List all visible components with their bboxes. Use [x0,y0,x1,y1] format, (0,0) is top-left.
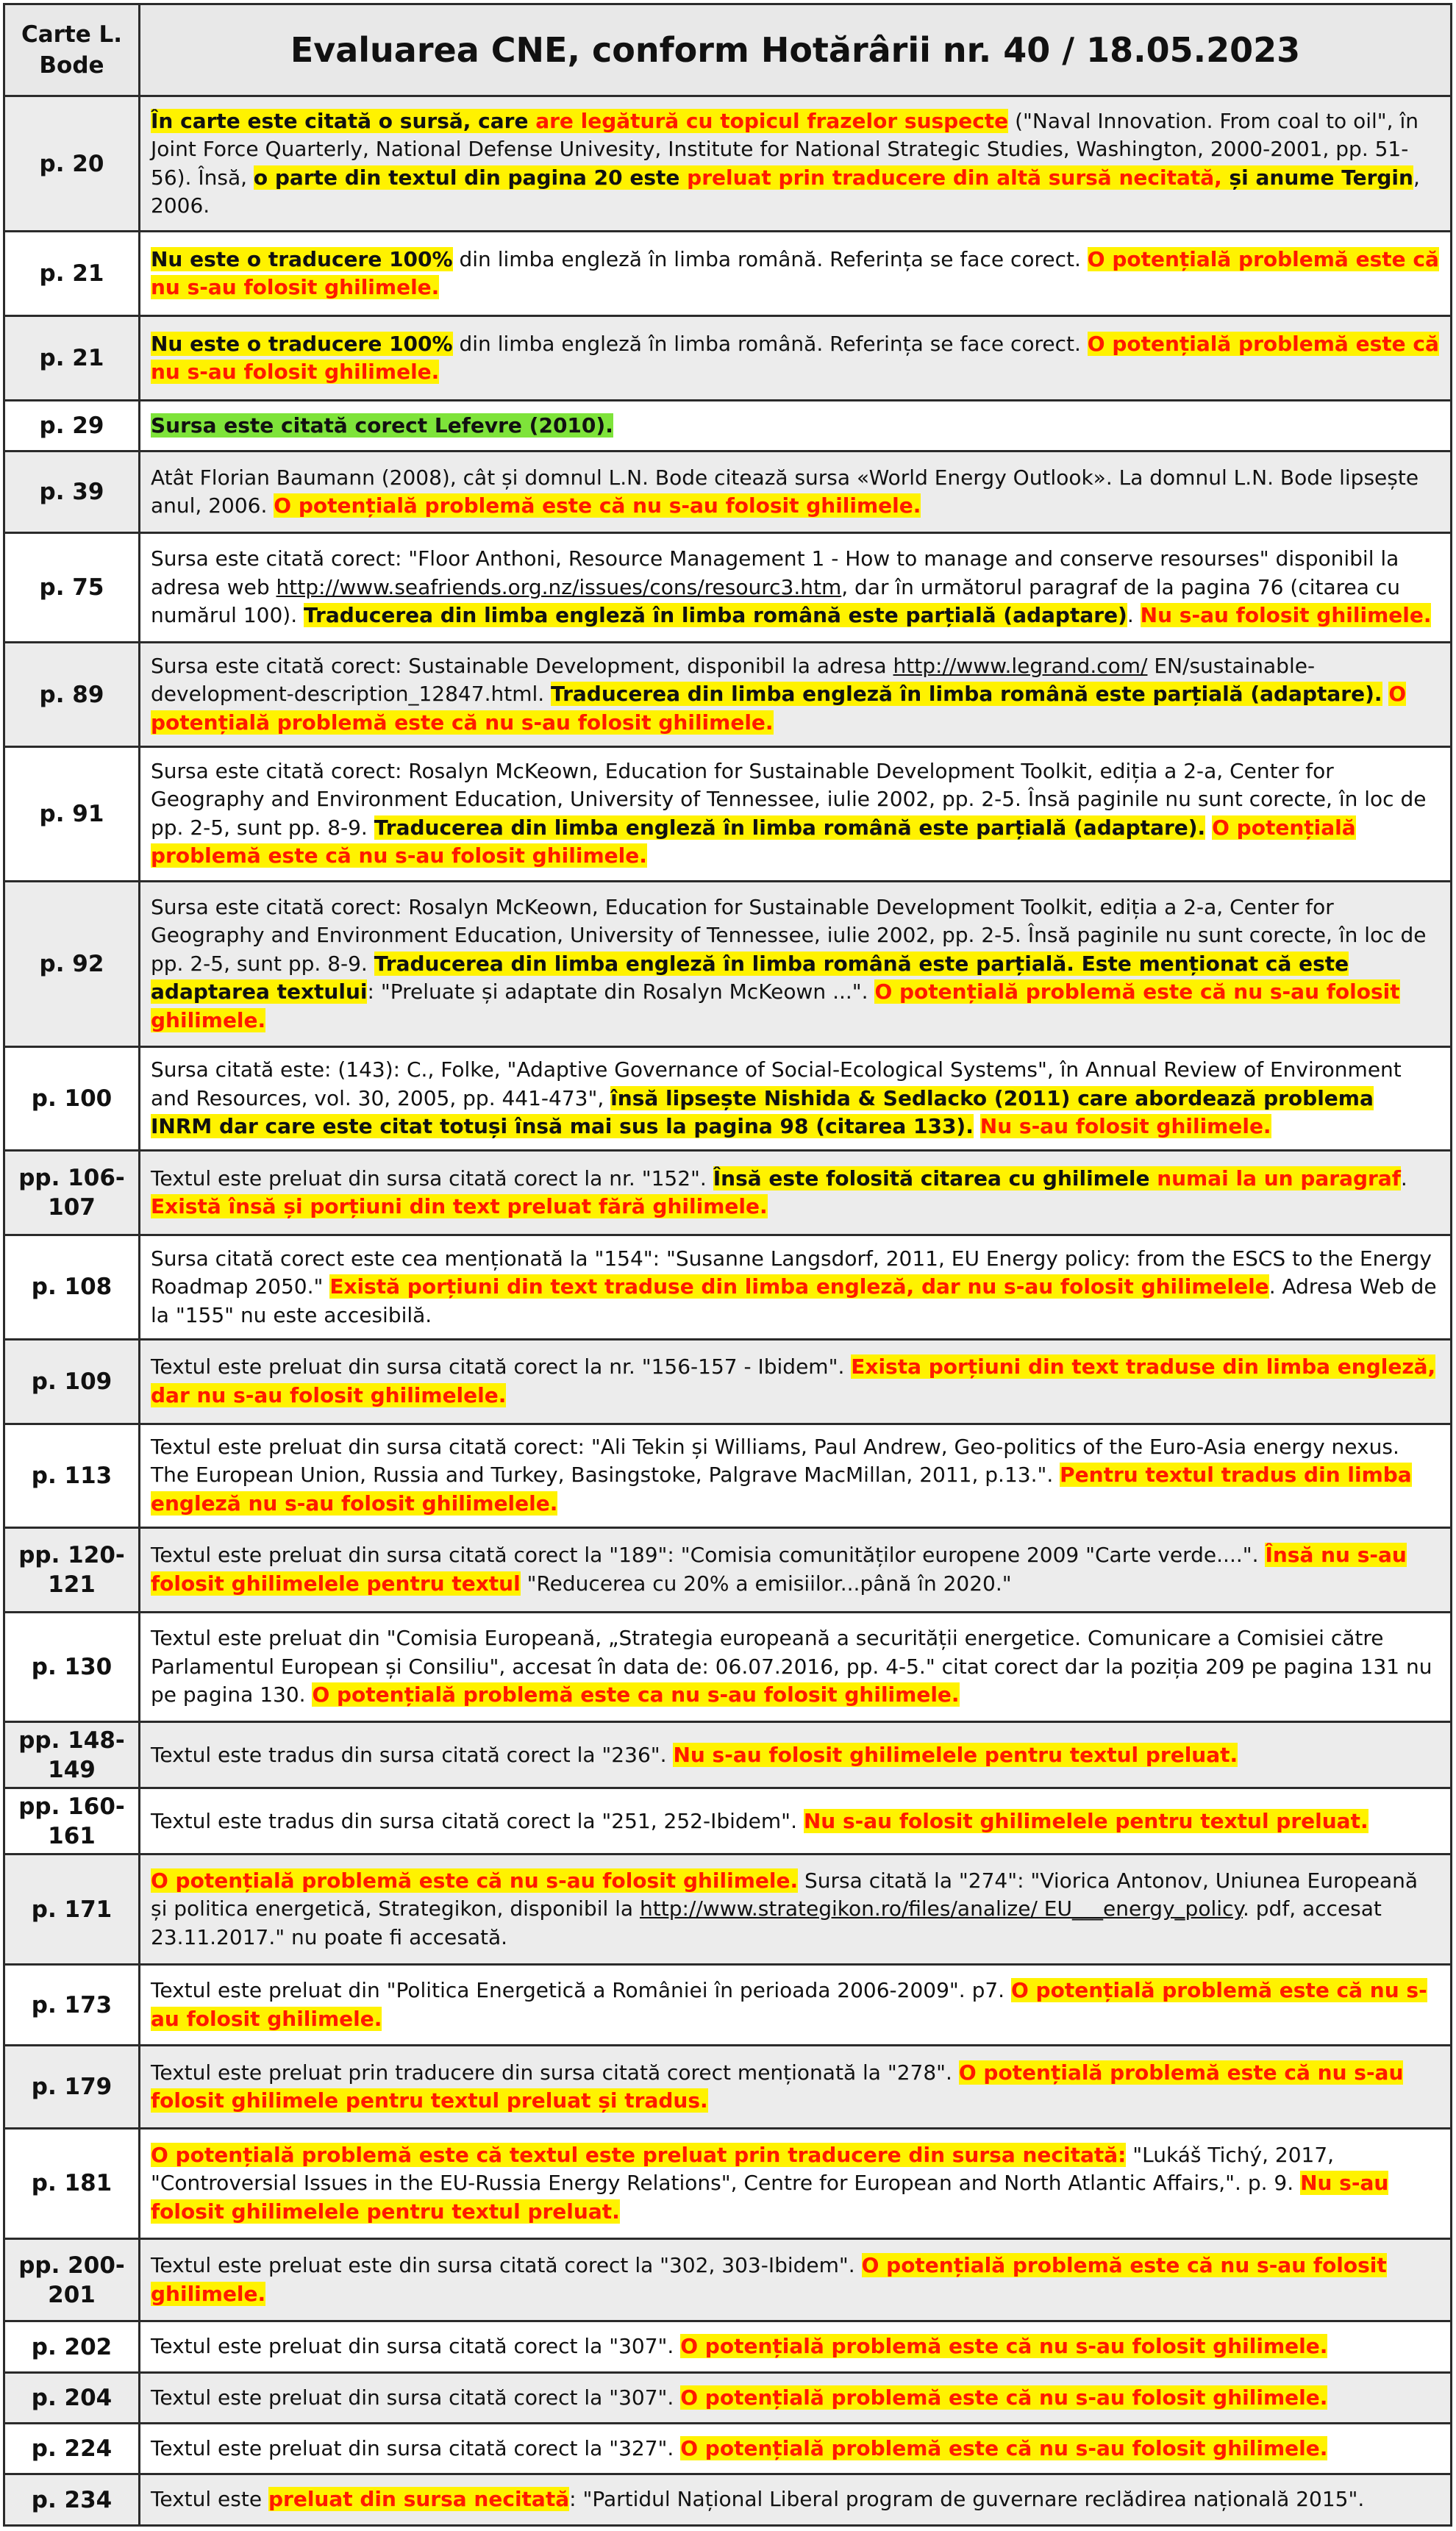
evaluation-text [140,2474,1452,2526]
evaluation-text [140,2129,1452,2239]
page-reference: p. 173 [4,1964,140,2046]
plain-text: Textul este tradus din sursa citată corect la "251, 252-Ibidem". [151,1808,804,1833]
plain-text: Sursa citată la "274": "Viorica Antonov, Uniunea Europeană și politica energetică, Strategikon, disponibil la [151,1868,1418,1921]
table-row [4,1964,1452,2046]
highlight-red: numai la un paragraf [1157,1165,1401,1190]
highlight-red: O potențială problemă este că nu s-au folosit ghilimele pentru textul preluat și tradus. [151,2060,1404,2113]
table-row [4,532,1452,643]
evaluation-text [140,1722,1452,1788]
page-reference: p. 234 [4,2474,140,2526]
table-row [4,2129,1452,2239]
highlight-yellow: și anume Tergin [1229,165,1413,190]
highlight-yellow: În carte este citată o sursă, care [151,108,536,133]
page-reference: p. 171 [4,1854,140,1965]
highlight-red: O potențială problemă este că nu s-au folosit ghilimele. [151,2253,1387,2306]
highlight-red: O potențială problemă este că nu s-au folosit ghilimele. [151,682,1407,735]
plain-text: Sursa este citată corect: "Floor Anthoni, Resource Management 1 - How to manage and conserve resourses" disponibil la adresa web [151,546,1399,599]
table-row [4,2372,1452,2423]
table-header-row [4,4,1452,96]
page-reference: pp. 120-121 [4,1527,140,1612]
plain-text: , 2006. [151,165,1420,218]
page-reference: p. 21 [4,316,140,401]
link-text[interactable]: http://www.seafriends.org.nz/issues/cons/resourc3.htm [276,574,842,599]
table-row [4,1424,1452,1527]
page-reference: p. 89 [4,643,140,746]
evaluation-text [140,316,1452,401]
highlight-yellow: Traducerea din limba engleză în limba română este parțială (adaptare). [374,815,1206,840]
highlight-red: Nu s-au folosit ghilimelele pentru textul preluat. [673,1742,1238,1767]
page-reference: p. 181 [4,2129,140,2239]
plain-text: Textul este preluat din "Comisia Europeană, „Strategia europeană a securității energetice. Comunicare a Comisiei către Parlamentul European și Consiliu", accesat în data de: 06.07.2016, pp. 4-5." citat corect dar la poziția 209 pe pagina 131 nu pe pagina 130. [151,1626,1432,1707]
plain-text: Textul este preluat din sursa citată corect la "189": "Comisia comunităților europene 2009 "Carte verde....". [151,1543,1266,1568]
table-row [4,643,1452,746]
evaluation-text [140,96,1452,232]
page-reference: p. 29 [4,400,140,451]
evaluation-text [140,1854,1452,1965]
page-column-header: Carte L. Bode [4,4,140,96]
highlight-red: Nu s-au folosit ghilimele. [979,1114,1271,1139]
plain-text: . pdf, accesat 23.11.2017." nu poate fi accesată. [151,1896,1382,1949]
evaluation-text [140,451,1452,533]
plain-text: "Lukáš Tichý, 2017, "Controversial Issues in the EU-Russia Energy Relations", Centre for European and North Atlantic Affairs,". p. 9. [151,2142,1335,2196]
plain-text: Textul este tradus din sursa citată corect la "236". [151,1742,674,1767]
page-reference: p. 224 [4,2424,140,2474]
plain-text: Sursa este citată corect: Rosalyn McKeown, Education for Sustainable Development Toolkit, ediția a 2-a, Center for Geography and Environment Education, University of Tennessee, iulie 2002, pp. 2-5. Însă paginile nu sunt corecte, în loc de pp. 2-5, sunt pp. 8-9. [151,894,1427,976]
plain-text: Sursa citată corect este cea menționată la "154": "Susanne Langsdorf, 2011, EU Energy policy: from the ESCS to the Energy Roadmap 2050." [151,1246,1432,1299]
highlight-red: Există porțiuni din text traduse din limba engleză, dar nu s-au folosit ghilimelele [329,1274,1269,1299]
table-body [4,96,1452,2526]
evaluation-document [3,3,1450,2527]
page-reference: pp. 160-161 [4,1788,140,1854]
page-reference: pp. 200-201 [4,2238,140,2321]
link-text[interactable]: http://www.strategikon.ro/files/analize/ EU___energy_policy [640,1896,1243,1921]
plain-text: Textul este preluat din sursa citată corect la "307". [151,2334,681,2359]
plain-text: : "Partidul Național Liberal program de guvernare reclădirea națională 2015". [569,2487,1365,2512]
plain-text [1205,815,1212,840]
plain-text: Textul este preluat din "Politica Energetică a României în perioada 2006-2009". p7. [151,1978,1011,2003]
table-row [4,2046,1452,2129]
table-row [4,1527,1452,1612]
link-text[interactable]: http://www.legrand.com/ [893,653,1148,678]
highlight-red: O potențială problemă este că nu s-au folosit ghilimele. [680,2436,1328,2460]
plain-text: : "Preluate și adaptate din Rosalyn McKeown ...". [367,979,875,1004]
table-row [4,451,1452,533]
page-reference: p. 204 [4,2372,140,2423]
highlight-red: preluat prin traducere din altă sursă necitată, [687,165,1230,190]
plain-text: Textul este preluat din sursa citată corect: "Ali Tekin și Williams, Paul Andrew, Geo-politics of the Euro-Asia energy nexus. The European Union, Russia and Turkey, Basingstoke, Palgrave MacMillan, 2011, p.13.". [151,1434,1399,1488]
plain-text: Textul este preluat din sursa citată corect la nr. "152". [151,1165,713,1190]
highlight-red: Însă nu s-au folosit ghilimelele pentru textul [151,1543,1407,1596]
table-row [4,1151,1452,1235]
page-reference: p. 202 [4,2321,140,2372]
highlight-red: are legătură cu topicul frazelor suspecte [535,108,1009,133]
page-reference: p. 39 [4,451,140,533]
table-row [4,2238,1452,2321]
page-reference: p. 91 [4,746,140,881]
highlight-yellow: Nu este o traducere 100% [151,331,453,356]
highlight-red: O potențială problemă este că nu s-au folosit ghilimele. [151,331,1439,385]
evaluation-text [140,1424,1452,1527]
plain-text: Textul este [151,2487,268,2512]
plain-text: din limba engleză în limba română. Referința se face corect. [452,331,1088,356]
plain-text: Textul este preluat din sursa citată corect la nr. "156-157 - Ibidem". [151,1354,852,1379]
highlight-red: Nu s-au folosit ghilimelele pentru textul preluat. [151,2171,1389,2224]
plain-text: Sursa este citată corect: Rosalyn McKeown, Education for Sustainable Development Toolkit, ediția a 2-a, Center for Geography and Environment Education, University of Tennessee, iulie 2002, pp. 2-5. Însă paginile nu sunt corecte, în loc de pp. 2-5, sunt pp. 8-9. [151,758,1427,840]
table-row [4,2424,1452,2474]
highlight-red: Există însă și porțiuni din text preluat fără ghilimele. [151,1194,768,1219]
page-reference: p. 179 [4,2046,140,2129]
evaluation-text [140,1788,1452,1854]
plain-text: Textul este preluat prin traducere din sursa citată corect menționată la "278". [151,2060,959,2085]
plain-text: "Reducerea cu 20% a emisiilor...până în 2020." [520,1571,1012,1596]
page-reference: p. 21 [4,232,140,316]
evaluation-text [140,232,1452,316]
highlight-yellow: Traducerea din limba engleză în limba română este parțială (adaptare). [551,682,1382,707]
page-reference: p. 92 [4,882,140,1047]
table-row [4,1788,1452,1854]
page-reference: p. 109 [4,1339,140,1424]
plain-text: Sursa este citată corect: Sustainable Development, disponibil la adresa [151,653,893,678]
table-row [4,316,1452,401]
highlight-red: Pentru textul tradus din limba engleză nu s-au folosit ghilimelele. [151,1463,1412,1516]
highlight-red: Nu s-au folosit ghilimele. [1140,603,1432,628]
page-reference: pp. 106-107 [4,1151,140,1235]
highlight-red: O potențială problemă este ca nu s-au folosit ghilimele. [312,1682,960,1707]
table-row [4,2321,1452,2372]
evaluation-text [140,746,1452,881]
evaluation-text [140,1339,1452,1424]
page-reference: p. 20 [4,96,140,232]
highlight-red: Nu s-au folosit ghilimelele pentru textul preluat. [803,1808,1368,1833]
evaluation-text [140,1527,1452,1612]
highlight-yellow: Nu este o traducere 100% [151,246,453,271]
plain-text: ("Naval Innovation. From coal to oil", în Joint Force Quarterly, National Defense Univesity, Institute for National Strategic Studies, Washington, 2000-2001, pp. 51-56). Însă, [151,108,1418,190]
evaluation-text [140,1151,1452,1235]
plain-text: EN/sustainable-development-description_12847.html. [151,653,1316,707]
page-reference: p. 108 [4,1235,140,1339]
plain-text: . [1127,603,1141,628]
page-reference: p. 75 [4,532,140,643]
highlight-red: O potențială problemă este că nu s-au folosit ghilimele. [151,1868,799,1893]
plain-text: . [1400,1165,1407,1190]
highlight-red: O potențială problemă este că textul este preluat prin traducere din sursa necitată: [151,2142,1127,2167]
highlight-red: O potențială problemă este că nu s-au folosit ghilimele. [680,2385,1328,2410]
table-row [4,232,1452,316]
table-row [4,1854,1452,1965]
evaluation-text [140,643,1452,746]
plain-text: Textul este preluat din sursa citată corect la "307". [151,2385,681,2410]
table-row [4,1612,1452,1722]
table-title: Evaluarea CNE, conform Hotărârii nr. 40 / 18.05.2023 [140,4,1452,96]
table-row [4,882,1452,1047]
plain-text: Textul este preluat este din sursa citată corect la "302, 303-Ibidem". [151,2253,862,2277]
highlight-red: preluat din sursa necitată [268,2487,570,2512]
highlight-yellow: Traducerea din limba engleză în limba română este parțială. Este menționat că este adaptarea textului [151,951,1349,1004]
plain-text [974,1114,980,1138]
table-row [4,1046,1452,1150]
page-reference: p. 100 [4,1046,140,1150]
evaluation-text [140,2372,1452,2423]
highlight-red: Exista porțiuni din text traduse din limba engleză, dar nu s-au folosit ghilimelele. [151,1354,1436,1407]
evaluation-text [140,882,1452,1047]
evaluation-text [140,400,1452,451]
table-row [4,1235,1452,1339]
evaluation-text [140,1964,1452,2046]
plain-text: din limba engleză în limba română. Referința se face corect. [452,246,1088,271]
table-row [4,1722,1452,1788]
table-row [4,400,1452,451]
evaluation-text [140,2321,1452,2372]
plain-text: . Adresa Web de la "155" nu este accesibilă. [151,1274,1437,1327]
highlight-yellow: Însă este folosită citarea cu ghilimele [713,1165,1157,1190]
evaluation-text [140,1046,1452,1150]
highlight-red: O potențială problemă este că nu s-au folosit ghilimele. [151,246,1439,300]
evaluation-text [140,532,1452,643]
evaluation-text [140,2424,1452,2474]
evaluation-text [140,1612,1452,1722]
highlight-red: O potențială problemă este că nu s-au folosit ghilimele. [151,979,1400,1032]
highlight-red: O potențială problemă este că nu s-au folosit ghilimele. [151,815,1356,868]
table-row [4,96,1452,232]
highlight-yellow: o parte din textul din pagina 20 este [253,165,688,190]
evaluation-text [140,2046,1452,2129]
highlight-red: O potențială problemă este că nu s-au folosit ghilimele. [680,2334,1328,2359]
plain-text: Atât Florian Baumann (2008), cât și domnul L.N. Bode citează sursa «World Energy Outlook». La domnul L.N. Bode lipsește anul, 2006. [151,465,1419,518]
highlight-green: Sursa este citată corect Lefevre (2010). [151,413,613,438]
highlight-red: O potențială problemă este că nu s-au folosit ghilimele. [274,493,921,518]
plain-text: , dar în următorul paragraf de la pagina 76 (citarea cu numărul 100). [151,574,1400,628]
table-row [4,2474,1452,2526]
highlight-yellow: Traducerea din limba engleză în limba română este parțială (adaptare) [304,603,1127,628]
page-reference: p. 113 [4,1424,140,1527]
plain-text: Textul este preluat din sursa citată corect la "327". [151,2436,681,2460]
evaluation-text [140,2238,1452,2321]
table-row [4,1339,1452,1424]
page-reference: p. 130 [4,1612,140,1722]
highlight-red: O potențială problemă este că nu s-au folosit ghilimele. [151,1978,1427,2031]
plain-text: Sursa citată este: (143): C., Folke, "Adaptive Governance of Social-Ecological Systems", în Annual Review of Environment and Resources, vol. 30, 2005, pp. 441-473", [151,1057,1402,1110]
evaluation-text [140,1235,1452,1339]
evaluation-table [3,3,1452,2527]
highlight-yellow: însă lipsește Nishida & Sedlacko (2011) care abordează problema INRM dar care este citat totuși însă mai sus la pagina 98 (citarea 133). [151,1085,1374,1139]
page-reference: pp. 148-149 [4,1722,140,1788]
table-row [4,746,1452,881]
